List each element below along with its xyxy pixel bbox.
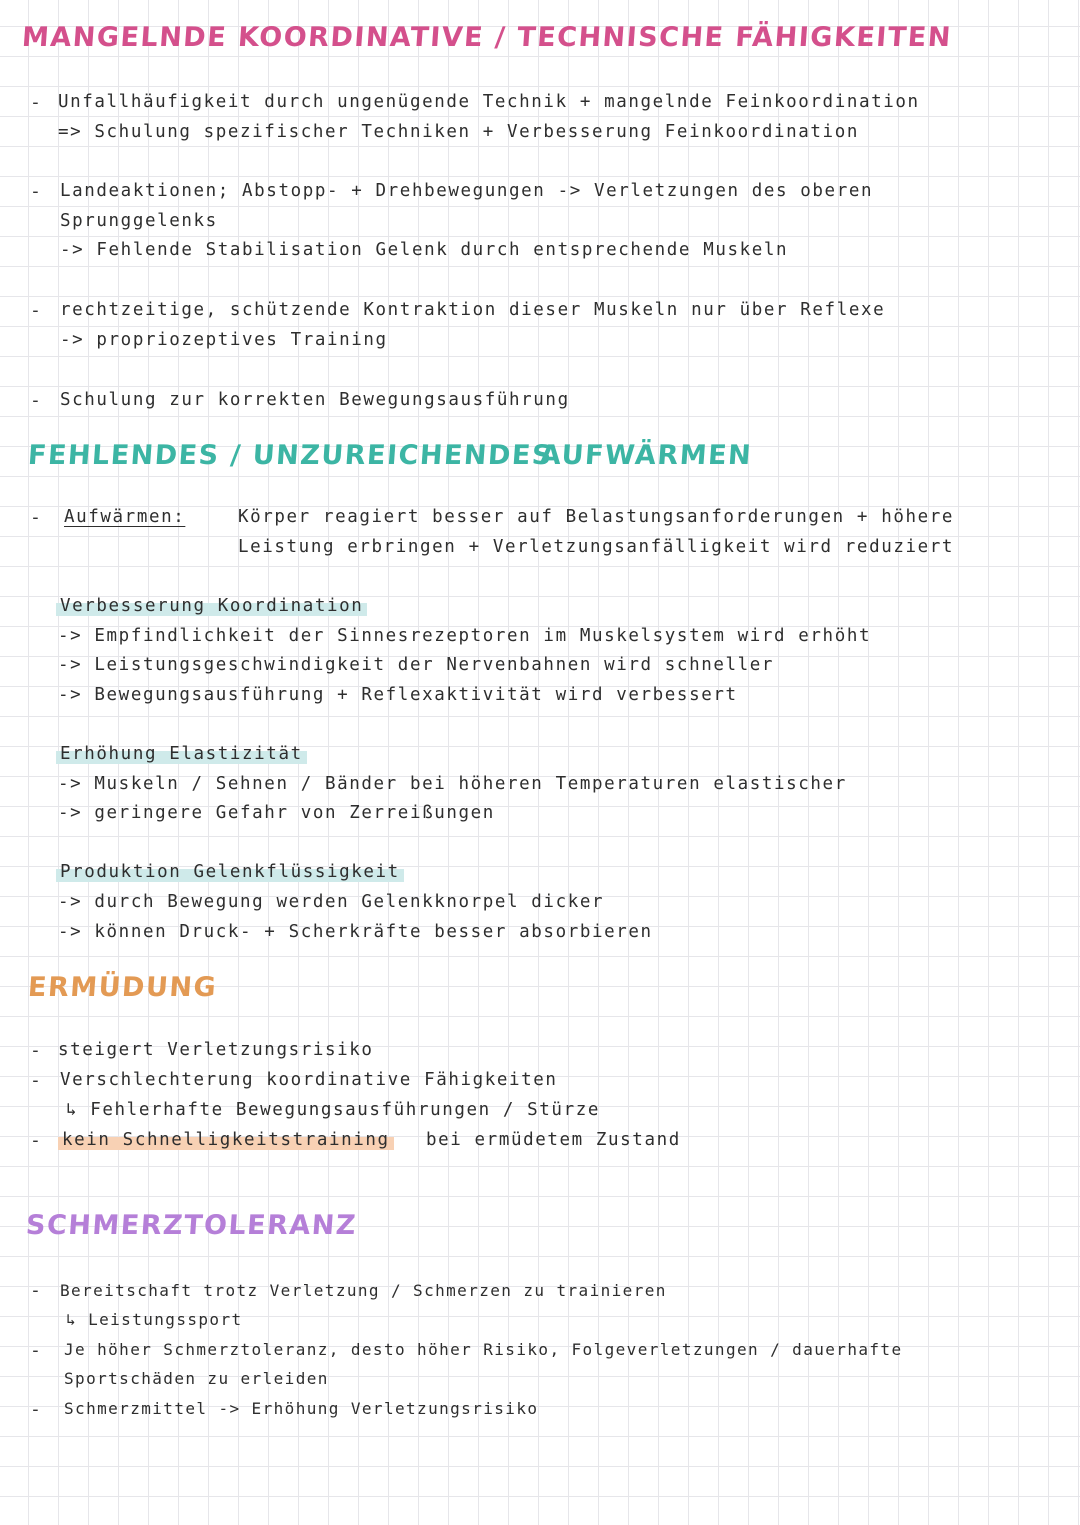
heading-koordinative-faehigkeiten: MANGELNDE KOORDINATIVE / TECHNISCHE FÄHIGKEITEN — [20, 22, 953, 53]
bullet-dash: - — [30, 1340, 41, 1361]
list-item: -> Muskeln / Sehnen / Bänder bei höheren Temperaturen elastischer — [58, 774, 847, 794]
text-line: bei ermüdetem Zustand — [426, 1130, 681, 1150]
bullet-dash: - — [30, 1280, 41, 1301]
bullet-dash: - — [30, 1040, 41, 1061]
text-line: -> Fehlende Stabilisation Gelenk durch entsprechende Muskeln — [60, 240, 789, 260]
text-line: Körper reagiert besser auf Belastungsanforderungen + höhere — [238, 507, 955, 527]
text-line: Unfallhäufigkeit durch ungenügende Technik + mangelnde Feinkoordination — [58, 92, 920, 112]
bullet-dash: - — [30, 390, 41, 411]
list-item: -> durch Bewegung werden Gelenkknorpel dicker — [58, 892, 605, 912]
list-item: -> Bewegungsausführung + Reflexaktivität wird verbessert — [58, 685, 738, 705]
highlight: Verbesserung Koordination — [56, 596, 367, 616]
list-item: -> geringere Gefahr von Zerreißungen — [58, 803, 495, 823]
text-line: Je höher Schmerztoleranz, desto höher Risiko, Folgeverletzungen / dauerhafte — [64, 1340, 903, 1359]
text-line: Landeaktionen; Abstopp- + Drehbewegungen -> Verletzungen des oberen — [60, 181, 874, 201]
list-item: -> können Druck- + Scherkräfte besser absorbieren — [58, 922, 653, 942]
highlight: kein Schnelligkeitstraining — [58, 1130, 394, 1150]
text-line: Sprunggelenks — [60, 211, 218, 231]
heading-aufwaermen-part1: FEHLENDES / UNZUREICHENDES — [26, 440, 554, 471]
heading-aufwaermen-part2: AUFWÄRMEN — [538, 440, 754, 471]
subheading-gelenkfluessigkeit — [56, 862, 404, 882]
text-line: -> propriozeptives Training — [60, 330, 388, 350]
bullet-dash: - — [30, 1130, 41, 1151]
bullet-dash: - — [30, 92, 41, 113]
text-line: Verschlechterung koordinative Fähigkeiten — [60, 1070, 558, 1090]
heading-ermuedung: ERMÜDUNG — [26, 972, 219, 1003]
text-line: Schulung zur korrekten Bewegungsausführung — [60, 390, 570, 410]
text-line: Bereitschaft trotz Verletzung / Schmerzen zu trainieren — [60, 1281, 667, 1300]
bullet-dash: - — [30, 300, 41, 321]
text-line: Leistung erbringen + Verletzungsanfälligkeit wird reduziert — [238, 537, 955, 557]
text-line: ↳ Fehlerhafte Bewegungsausführungen / Stürze — [66, 1100, 600, 1120]
text-line: rechtzeitige, schützende Kontraktion dieser Muskeln nur über Reflexe — [60, 300, 886, 320]
aufwaermen-label: Aufwärmen: — [64, 507, 186, 527]
text-line: Sportschäden zu erleiden — [64, 1369, 329, 1388]
heading-schmerztoleranz: SCHMERZTOLERANZ — [24, 1210, 359, 1241]
subheading-koordination — [56, 596, 367, 616]
text-line: steigert Verletzungsrisiko — [58, 1040, 374, 1060]
bullet-dash: - — [30, 1070, 41, 1091]
text-line: Schmerzmittel -> Erhöhung Verletzungsrisiko — [64, 1399, 539, 1418]
list-item: -> Empfindlichkeit der Sinnesrezeptoren im Muskelsystem wird erhöht — [58, 626, 872, 646]
bullet-dash: - — [30, 1399, 41, 1420]
highlight: Produktion Gelenkflüssigkeit — [56, 862, 404, 882]
bullet-dash: - — [30, 507, 41, 528]
subheading-elastizitaet — [56, 744, 307, 764]
text-line-highlight — [58, 1130, 394, 1150]
list-item: -> Leistungsgeschwindigkeit der Nervenbahnen wird schneller — [58, 655, 775, 675]
bullet-dash: - — [30, 181, 41, 202]
text-line: => Schulung spezifischer Techniken + Verbesserung Feinkoordination — [58, 122, 859, 142]
text-line: ↳ Leistungssport — [66, 1310, 243, 1329]
highlight: Erhöhung Elastizität — [56, 744, 307, 764]
